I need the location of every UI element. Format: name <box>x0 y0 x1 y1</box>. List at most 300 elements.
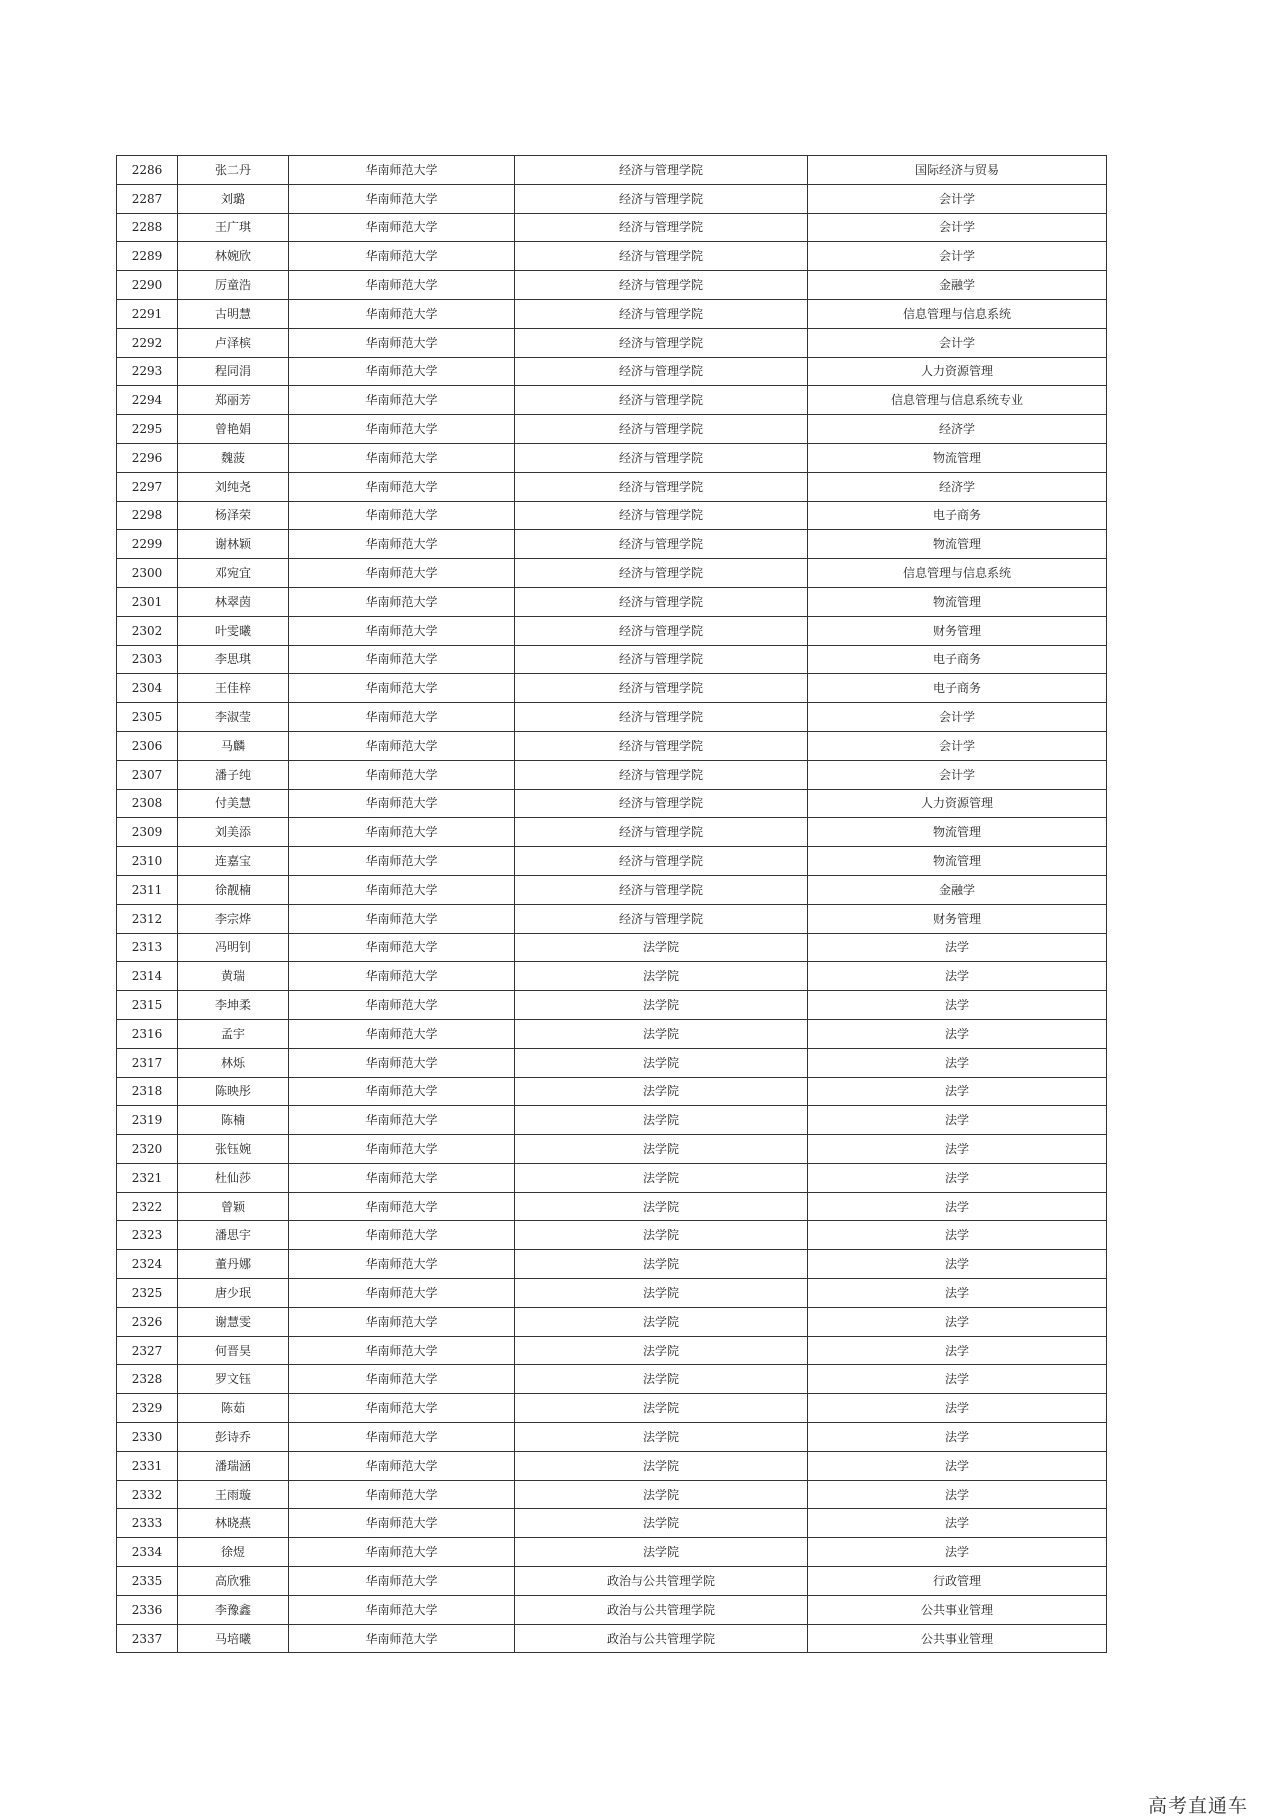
university-name-cell: 华南师范大学 <box>289 559 515 588</box>
student-name-cell: 杜仙莎 <box>178 1163 289 1192</box>
major-name-cell: 会计学 <box>808 328 1107 357</box>
university-name-cell: 华南师范大学 <box>289 1106 515 1135</box>
row-number-cell: 2301 <box>117 587 178 616</box>
major-name-cell: 法学 <box>808 1250 1107 1279</box>
university-name-cell: 华南师范大学 <box>289 242 515 271</box>
table-row <box>117 1394 1107 1423</box>
university-name-cell: 华南师范大学 <box>289 760 515 789</box>
school-name-cell: 经济与管理学院 <box>515 559 808 588</box>
row-number-cell: 2337 <box>117 1624 178 1653</box>
major-name-cell: 法学 <box>808 1279 1107 1308</box>
major-name-cell: 法学 <box>808 1451 1107 1480</box>
student-name-cell: 潘思宇 <box>178 1221 289 1250</box>
row-number-cell: 2318 <box>117 1077 178 1106</box>
major-name-cell: 法学 <box>808 1394 1107 1423</box>
major-name-cell: 物流管理 <box>808 818 1107 847</box>
student-name-cell: 曾艳娟 <box>178 415 289 444</box>
admission-list-table <box>116 155 1107 1653</box>
row-number-cell: 2293 <box>117 357 178 386</box>
university-name-cell: 华南师范大学 <box>289 1595 515 1624</box>
school-name-cell: 经济与管理学院 <box>515 645 808 674</box>
university-name-cell: 华南师范大学 <box>289 818 515 847</box>
major-name-cell: 金融学 <box>808 271 1107 300</box>
school-name-cell: 政治与公共管理学院 <box>515 1567 808 1596</box>
table-row <box>117 847 1107 876</box>
student-name-cell: 陈映彤 <box>178 1077 289 1106</box>
school-name-cell: 经济与管理学院 <box>515 616 808 645</box>
school-name-cell: 法学院 <box>515 1480 808 1509</box>
student-name-cell: 王佳梓 <box>178 674 289 703</box>
row-number-cell: 2294 <box>117 386 178 415</box>
row-number-cell: 2320 <box>117 1135 178 1164</box>
table-row <box>117 674 1107 703</box>
table-row <box>117 1451 1107 1480</box>
table-row <box>117 1048 1107 1077</box>
school-name-cell: 法学院 <box>515 1307 808 1336</box>
university-name-cell: 华南师范大学 <box>289 1192 515 1221</box>
table-row <box>117 1538 1107 1567</box>
student-name-cell: 刘璐 <box>178 184 289 213</box>
table-row <box>117 271 1107 300</box>
student-name-cell: 王雨璇 <box>178 1480 289 1509</box>
major-name-cell: 人力资源管理 <box>808 789 1107 818</box>
school-name-cell: 法学院 <box>515 1135 808 1164</box>
student-name-cell: 潘瑞涵 <box>178 1451 289 1480</box>
row-number-cell: 2326 <box>117 1307 178 1336</box>
school-name-cell: 经济与管理学院 <box>515 674 808 703</box>
major-name-cell: 会计学 <box>808 760 1107 789</box>
student-name-cell: 徐煜 <box>178 1538 289 1567</box>
student-name-cell: 张钰婉 <box>178 1135 289 1164</box>
university-name-cell: 华南师范大学 <box>289 1135 515 1164</box>
table-row <box>117 1509 1107 1538</box>
university-name-cell: 华南师范大学 <box>289 645 515 674</box>
major-name-cell: 信息管理与信息系统 <box>808 559 1107 588</box>
school-name-cell: 法学院 <box>515 1019 808 1048</box>
major-name-cell: 法学 <box>808 1135 1107 1164</box>
major-name-cell: 物流管理 <box>808 847 1107 876</box>
row-number-cell: 2311 <box>117 875 178 904</box>
student-name-cell: 林晓燕 <box>178 1509 289 1538</box>
major-name-cell: 法学 <box>808 962 1107 991</box>
university-name-cell: 华南师范大学 <box>289 1624 515 1653</box>
student-name-cell: 邓宛宜 <box>178 559 289 588</box>
student-name-cell: 魏菠 <box>178 443 289 472</box>
student-name-cell: 刘纯尧 <box>178 472 289 501</box>
school-name-cell: 经济与管理学院 <box>515 703 808 732</box>
school-name-cell: 经济与管理学院 <box>515 443 808 472</box>
row-number-cell: 2299 <box>117 530 178 559</box>
major-name-cell: 法学 <box>808 1307 1107 1336</box>
table-row <box>117 587 1107 616</box>
student-name-cell: 郑丽芳 <box>178 386 289 415</box>
major-name-cell: 会计学 <box>808 242 1107 271</box>
university-name-cell: 华南师范大学 <box>289 472 515 501</box>
student-name-cell: 谢慧雯 <box>178 1307 289 1336</box>
major-name-cell: 财务管理 <box>808 904 1107 933</box>
table-row <box>117 1192 1107 1221</box>
major-name-cell: 法学 <box>808 1336 1107 1365</box>
university-name-cell: 华南师范大学 <box>289 847 515 876</box>
school-name-cell: 法学院 <box>515 962 808 991</box>
student-name-cell: 陈茹 <box>178 1394 289 1423</box>
university-name-cell: 华南师范大学 <box>289 933 515 962</box>
table-row <box>117 875 1107 904</box>
school-name-cell: 经济与管理学院 <box>515 789 808 818</box>
university-name-cell: 华南师范大学 <box>289 1509 515 1538</box>
major-name-cell: 物流管理 <box>808 443 1107 472</box>
school-name-cell: 法学院 <box>515 1423 808 1452</box>
major-name-cell: 法学 <box>808 1163 1107 1192</box>
university-name-cell: 华南师范大学 <box>289 1567 515 1596</box>
university-name-cell: 华南师范大学 <box>289 1077 515 1106</box>
table-row <box>117 299 1107 328</box>
table-row <box>117 760 1107 789</box>
university-name-cell: 华南师范大学 <box>289 357 515 386</box>
school-name-cell: 经济与管理学院 <box>515 386 808 415</box>
student-name-cell: 孟宇 <box>178 1019 289 1048</box>
school-name-cell: 经济与管理学院 <box>515 731 808 760</box>
university-name-cell: 华南师范大学 <box>289 1048 515 1077</box>
student-name-cell: 黄瑞 <box>178 962 289 991</box>
university-name-cell: 华南师范大学 <box>289 1019 515 1048</box>
major-name-cell: 法学 <box>808 1221 1107 1250</box>
university-name-cell: 华南师范大学 <box>289 299 515 328</box>
major-name-cell: 会计学 <box>808 213 1107 242</box>
major-name-cell: 国际经济与贸易 <box>808 156 1107 185</box>
school-name-cell: 法学院 <box>515 1106 808 1135</box>
university-name-cell: 华南师范大学 <box>289 991 515 1020</box>
school-name-cell: 法学院 <box>515 1163 808 1192</box>
row-number-cell: 2290 <box>117 271 178 300</box>
major-name-cell: 法学 <box>808 1192 1107 1221</box>
table-row <box>117 1365 1107 1394</box>
row-number-cell: 2297 <box>117 472 178 501</box>
university-name-cell: 华南师范大学 <box>289 415 515 444</box>
major-name-cell: 财务管理 <box>808 616 1107 645</box>
school-name-cell: 经济与管理学院 <box>515 847 808 876</box>
row-number-cell: 2307 <box>117 760 178 789</box>
school-name-cell: 法学院 <box>515 1451 808 1480</box>
table-row <box>117 818 1107 847</box>
school-name-cell: 法学院 <box>515 1221 808 1250</box>
major-name-cell: 法学 <box>808 1538 1107 1567</box>
row-number-cell: 2319 <box>117 1106 178 1135</box>
school-name-cell: 经济与管理学院 <box>515 587 808 616</box>
major-name-cell: 行政管理 <box>808 1567 1107 1596</box>
major-name-cell: 法学 <box>808 1480 1107 1509</box>
row-number-cell: 2292 <box>117 328 178 357</box>
student-name-cell: 卢泽槟 <box>178 328 289 357</box>
watermark-text: 高考直通车 <box>1148 1795 1249 1817</box>
table-row <box>117 933 1107 962</box>
table-row <box>117 1163 1107 1192</box>
university-name-cell: 华南师范大学 <box>289 1307 515 1336</box>
school-name-cell: 法学院 <box>515 1538 808 1567</box>
major-name-cell: 法学 <box>808 1365 1107 1394</box>
school-name-cell: 法学院 <box>515 1365 808 1394</box>
major-name-cell: 信息管理与信息系统 <box>808 299 1107 328</box>
university-name-cell: 华南师范大学 <box>289 1423 515 1452</box>
school-name-cell: 法学院 <box>515 991 808 1020</box>
school-name-cell: 经济与管理学院 <box>515 875 808 904</box>
student-name-cell: 程同涓 <box>178 357 289 386</box>
table-row <box>117 530 1107 559</box>
school-name-cell: 经济与管理学院 <box>515 760 808 789</box>
student-name-cell: 杨泽荣 <box>178 501 289 530</box>
row-number-cell: 2322 <box>117 1192 178 1221</box>
student-name-cell: 林婉欣 <box>178 242 289 271</box>
student-name-cell: 曾颖 <box>178 1192 289 1221</box>
university-name-cell: 华南师范大学 <box>289 1394 515 1423</box>
table-row <box>117 645 1107 674</box>
major-name-cell: 法学 <box>808 1019 1107 1048</box>
row-number-cell: 2296 <box>117 443 178 472</box>
major-name-cell: 人力资源管理 <box>808 357 1107 386</box>
student-name-cell: 付美慧 <box>178 789 289 818</box>
table-row <box>117 1106 1107 1135</box>
school-name-cell: 经济与管理学院 <box>515 415 808 444</box>
university-name-cell: 华南师范大学 <box>289 789 515 818</box>
student-name-cell: 谢林颖 <box>178 530 289 559</box>
university-name-cell: 华南师范大学 <box>289 962 515 991</box>
table-row <box>117 213 1107 242</box>
table-row <box>117 328 1107 357</box>
university-name-cell: 华南师范大学 <box>289 386 515 415</box>
school-name-cell: 经济与管理学院 <box>515 271 808 300</box>
school-name-cell: 法学院 <box>515 1048 808 1077</box>
university-name-cell: 华南师范大学 <box>289 1163 515 1192</box>
student-name-cell: 王广琪 <box>178 213 289 242</box>
student-name-cell: 何晋昊 <box>178 1336 289 1365</box>
major-name-cell: 物流管理 <box>808 530 1107 559</box>
table-row <box>117 472 1107 501</box>
school-name-cell: 经济与管理学院 <box>515 530 808 559</box>
row-number-cell: 2287 <box>117 184 178 213</box>
major-name-cell: 法学 <box>808 1509 1107 1538</box>
table-row <box>117 1423 1107 1452</box>
row-number-cell: 2315 <box>117 991 178 1020</box>
school-name-cell: 法学院 <box>515 1250 808 1279</box>
student-name-cell: 高欣雅 <box>178 1567 289 1596</box>
student-name-cell: 李坤柔 <box>178 991 289 1020</box>
row-number-cell: 2325 <box>117 1279 178 1308</box>
table-row <box>117 1480 1107 1509</box>
row-number-cell: 2331 <box>117 1451 178 1480</box>
table-row <box>117 357 1107 386</box>
university-name-cell: 华南师范大学 <box>289 1365 515 1394</box>
major-name-cell: 电子商务 <box>808 674 1107 703</box>
table-row <box>117 1135 1107 1164</box>
table-row <box>117 156 1107 185</box>
row-number-cell: 2310 <box>117 847 178 876</box>
row-number-cell: 2328 <box>117 1365 178 1394</box>
university-name-cell: 华南师范大学 <box>289 184 515 213</box>
table-row <box>117 1595 1107 1624</box>
table-row <box>117 501 1107 530</box>
student-name-cell: 李豫鑫 <box>178 1595 289 1624</box>
major-name-cell: 金融学 <box>808 875 1107 904</box>
school-name-cell: 经济与管理学院 <box>515 156 808 185</box>
school-name-cell: 经济与管理学院 <box>515 357 808 386</box>
major-name-cell: 物流管理 <box>808 587 1107 616</box>
table-row <box>117 1624 1107 1653</box>
major-name-cell: 法学 <box>808 991 1107 1020</box>
row-number-cell: 2300 <box>117 559 178 588</box>
table-row <box>117 415 1107 444</box>
row-number-cell: 2303 <box>117 645 178 674</box>
student-name-cell: 连嘉宝 <box>178 847 289 876</box>
table-row <box>117 616 1107 645</box>
university-name-cell: 华南师范大学 <box>289 443 515 472</box>
row-number-cell: 2305 <box>117 703 178 732</box>
major-name-cell: 公共事业管理 <box>808 1624 1107 1653</box>
student-name-cell: 厉童浩 <box>178 271 289 300</box>
university-name-cell: 华南师范大学 <box>289 156 515 185</box>
row-number-cell: 2302 <box>117 616 178 645</box>
university-name-cell: 华南师范大学 <box>289 1336 515 1365</box>
student-name-cell: 冯明钊 <box>178 933 289 962</box>
school-name-cell: 经济与管理学院 <box>515 242 808 271</box>
school-name-cell: 法学院 <box>515 1077 808 1106</box>
university-name-cell: 华南师范大学 <box>289 904 515 933</box>
row-number-cell: 2289 <box>117 242 178 271</box>
major-name-cell: 经济学 <box>808 472 1107 501</box>
table-row <box>117 1567 1107 1596</box>
student-name-cell: 马培曦 <box>178 1624 289 1653</box>
row-number-cell: 2324 <box>117 1250 178 1279</box>
school-name-cell: 经济与管理学院 <box>515 299 808 328</box>
student-name-cell: 刘美添 <box>178 818 289 847</box>
university-name-cell: 华南师范大学 <box>289 1538 515 1567</box>
student-name-cell: 叶雯曦 <box>178 616 289 645</box>
table-row <box>117 1307 1107 1336</box>
school-name-cell: 政治与公共管理学院 <box>515 1624 808 1653</box>
university-name-cell: 华南师范大学 <box>289 1480 515 1509</box>
row-number-cell: 2317 <box>117 1048 178 1077</box>
major-name-cell: 法学 <box>808 1077 1107 1106</box>
table-row <box>117 789 1107 818</box>
row-number-cell: 2291 <box>117 299 178 328</box>
school-name-cell: 经济与管理学院 <box>515 184 808 213</box>
school-name-cell: 经济与管理学院 <box>515 213 808 242</box>
major-name-cell: 信息管理与信息系统专业 <box>808 386 1107 415</box>
student-name-cell: 马麟 <box>178 731 289 760</box>
university-name-cell: 华南师范大学 <box>289 501 515 530</box>
school-name-cell: 经济与管理学院 <box>515 472 808 501</box>
university-name-cell: 华南师范大学 <box>289 587 515 616</box>
row-number-cell: 2314 <box>117 962 178 991</box>
university-name-cell: 华南师范大学 <box>289 674 515 703</box>
student-name-cell: 罗文钰 <box>178 1365 289 1394</box>
student-name-cell: 彭诗乔 <box>178 1423 289 1452</box>
university-name-cell: 华南师范大学 <box>289 1221 515 1250</box>
major-name-cell: 法学 <box>808 1423 1107 1452</box>
table-row <box>117 1019 1107 1048</box>
table-body <box>117 156 1107 1653</box>
row-number-cell: 2333 <box>117 1509 178 1538</box>
school-name-cell: 法学院 <box>515 1192 808 1221</box>
student-name-cell: 古明慧 <box>178 299 289 328</box>
major-name-cell: 法学 <box>808 1048 1107 1077</box>
university-name-cell: 华南师范大学 <box>289 328 515 357</box>
table-row <box>117 386 1107 415</box>
school-name-cell: 政治与公共管理学院 <box>515 1595 808 1624</box>
row-number-cell: 2332 <box>117 1480 178 1509</box>
student-name-cell: 李淑莹 <box>178 703 289 732</box>
row-number-cell: 2306 <box>117 731 178 760</box>
table-row <box>117 703 1107 732</box>
major-name-cell: 法学 <box>808 1106 1107 1135</box>
university-name-cell: 华南师范大学 <box>289 703 515 732</box>
table-row <box>117 1250 1107 1279</box>
row-number-cell: 2329 <box>117 1394 178 1423</box>
university-name-cell: 华南师范大学 <box>289 1451 515 1480</box>
table-row <box>117 991 1107 1020</box>
student-name-cell: 陈楠 <box>178 1106 289 1135</box>
university-name-cell: 华南师范大学 <box>289 731 515 760</box>
student-name-cell: 徐靓楠 <box>178 875 289 904</box>
student-name-cell: 潘子纯 <box>178 760 289 789</box>
major-name-cell: 电子商务 <box>808 501 1107 530</box>
student-name-cell: 李宗烨 <box>178 904 289 933</box>
table-row <box>117 1077 1107 1106</box>
row-number-cell: 2323 <box>117 1221 178 1250</box>
table-row <box>117 1279 1107 1308</box>
table-row <box>117 904 1107 933</box>
row-number-cell: 2304 <box>117 674 178 703</box>
major-name-cell: 会计学 <box>808 184 1107 213</box>
row-number-cell: 2286 <box>117 156 178 185</box>
row-number-cell: 2309 <box>117 818 178 847</box>
row-number-cell: 2295 <box>117 415 178 444</box>
student-name-cell: 李思琪 <box>178 645 289 674</box>
table-row <box>117 559 1107 588</box>
table-row <box>117 962 1107 991</box>
table-row <box>117 242 1107 271</box>
school-name-cell: 法学院 <box>515 933 808 962</box>
school-name-cell: 法学院 <box>515 1394 808 1423</box>
row-number-cell: 2308 <box>117 789 178 818</box>
table-row <box>117 443 1107 472</box>
row-number-cell: 2316 <box>117 1019 178 1048</box>
student-name-cell: 林烁 <box>178 1048 289 1077</box>
row-number-cell: 2335 <box>117 1567 178 1596</box>
row-number-cell: 2298 <box>117 501 178 530</box>
table-row <box>117 1221 1107 1250</box>
school-name-cell: 经济与管理学院 <box>515 818 808 847</box>
major-name-cell: 法学 <box>808 933 1107 962</box>
school-name-cell: 经济与管理学院 <box>515 328 808 357</box>
student-name-cell: 董丹娜 <box>178 1250 289 1279</box>
student-name-cell: 唐少珉 <box>178 1279 289 1308</box>
school-name-cell: 经济与管理学院 <box>515 501 808 530</box>
major-name-cell: 公共事业管理 <box>808 1595 1107 1624</box>
major-name-cell: 会计学 <box>808 703 1107 732</box>
university-name-cell: 华南师范大学 <box>289 1279 515 1308</box>
table-row <box>117 184 1107 213</box>
table-row <box>117 1336 1107 1365</box>
university-name-cell: 华南师范大学 <box>289 1250 515 1279</box>
school-name-cell: 法学院 <box>515 1336 808 1365</box>
row-number-cell: 2334 <box>117 1538 178 1567</box>
university-name-cell: 华南师范大学 <box>289 271 515 300</box>
major-name-cell: 电子商务 <box>808 645 1107 674</box>
school-name-cell: 经济与管理学院 <box>515 904 808 933</box>
university-name-cell: 华南师范大学 <box>289 616 515 645</box>
university-name-cell: 华南师范大学 <box>289 875 515 904</box>
major-name-cell: 经济学 <box>808 415 1107 444</box>
